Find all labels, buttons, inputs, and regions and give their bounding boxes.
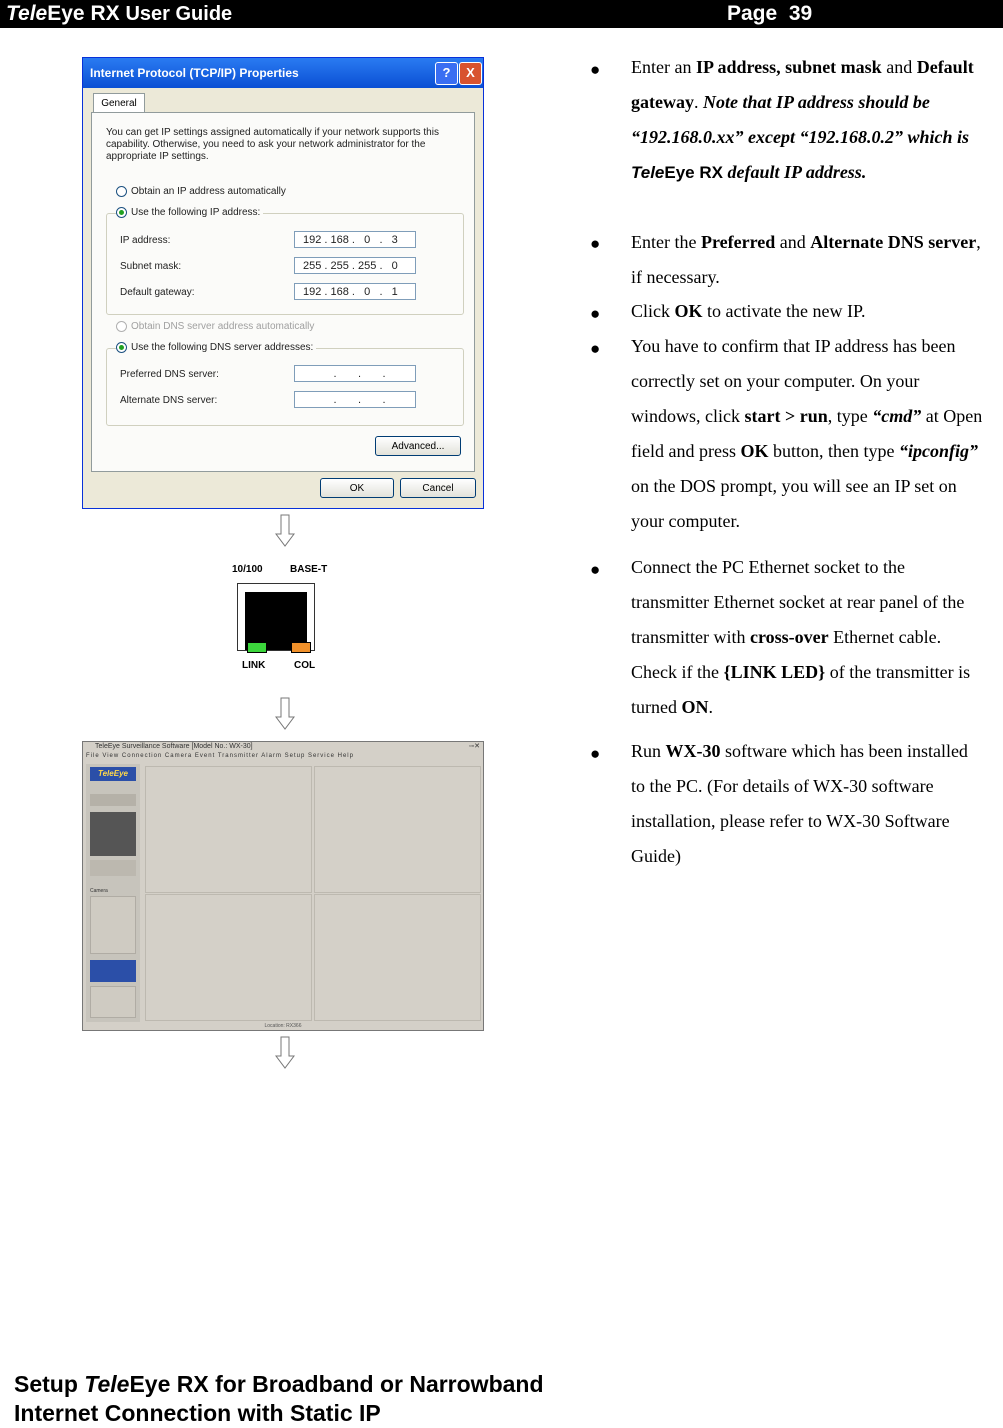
brand-rest: Eye RX xyxy=(664,163,723,182)
radio-dot xyxy=(116,186,127,197)
text: Setup xyxy=(14,1371,85,1397)
text-bold-italic: “ipconfig” xyxy=(898,441,978,461)
down-arrow-icon xyxy=(275,514,295,548)
alternate-dns-field[interactable]: . . . xyxy=(294,391,416,408)
dialog-title: Internet Protocol (TCP/IP) Properties xyxy=(90,66,299,80)
text: Enter the xyxy=(631,232,701,252)
link-led xyxy=(247,642,267,653)
subnet-mask-field[interactable]: 255 . 255 . 255 . 0 xyxy=(294,257,416,274)
bullet-icon: ● xyxy=(590,234,601,253)
header-title xyxy=(6,2,232,26)
brand-italic: Tele xyxy=(631,163,665,182)
text-bold: {LINK LED} xyxy=(723,662,826,682)
col-led xyxy=(291,642,311,653)
default-gateway-field[interactable]: 192 . 168 . 0 . 1 xyxy=(294,283,416,300)
page-header xyxy=(0,0,1003,28)
teleeye-logo: TeleEye xyxy=(90,767,136,781)
gateway-label: Default gateway: xyxy=(120,287,195,298)
rj45-label-base: BASE-T xyxy=(290,564,328,575)
text: , type xyxy=(827,406,873,426)
video-pane[interactable] xyxy=(145,894,312,1021)
advanced-button[interactable]: Advanced... xyxy=(375,436,461,456)
app-statusbar: Location: RX366 xyxy=(264,1023,302,1029)
bullet-icon: ● xyxy=(590,744,601,763)
step-connect-ethernet xyxy=(631,550,986,725)
video-pane[interactable] xyxy=(314,766,481,893)
bullet-icon: ● xyxy=(590,339,601,358)
text-bold: IP address, subnet mask xyxy=(695,57,882,77)
text: and xyxy=(881,57,917,77)
ip-label: IP address: xyxy=(120,235,171,246)
general-panel xyxy=(91,112,475,472)
help-button[interactable]: ? xyxy=(435,62,458,85)
wx30-app-window xyxy=(82,741,484,1031)
text: button, then type xyxy=(768,441,899,461)
text: Ethernet cable. Check if the xyxy=(631,627,942,682)
brand-rest: Eye RX xyxy=(47,2,120,25)
step-enter-dns xyxy=(631,225,986,295)
text: Eye RX for Broadband or Narrowband xyxy=(129,1371,544,1397)
window-controls-icon[interactable]: ▫▫✕ xyxy=(469,743,480,750)
layout-buttons[interactable] xyxy=(90,960,136,982)
radio-auto-dns[interactable] xyxy=(116,321,314,332)
section-title-line2: Internet Connection with Static IP xyxy=(14,1400,381,1426)
app-menubar[interactable]: File View Connection Camera Event Transmitter Alarm Setup Service Help xyxy=(86,753,354,759)
step-run-wx30 xyxy=(631,734,986,874)
text-bold-italic: “cmd” xyxy=(872,406,922,426)
col-label: COL xyxy=(294,660,316,671)
page-number-value: 39 xyxy=(788,2,813,25)
text: Run xyxy=(631,741,666,761)
dialog-titlebar xyxy=(83,58,483,88)
text-bold: WX-30 xyxy=(665,741,721,761)
note-text: default IP address. xyxy=(722,162,867,182)
step-enter-ip xyxy=(631,50,986,190)
link-label: LINK xyxy=(242,660,266,671)
text: to activate the new IP. xyxy=(702,301,866,321)
radio-dot-selected xyxy=(116,207,127,218)
section-title xyxy=(14,1370,544,1428)
text: , if necessary. xyxy=(631,232,981,287)
app-titlebar xyxy=(83,742,483,752)
text: Enter an xyxy=(631,57,696,77)
app-title: TeleEye Surveillance Software [Model No.: WX-30] xyxy=(95,743,253,750)
preferred-dns-label: Preferred DNS server: xyxy=(120,369,219,380)
radio-auto-dns-label: Obtain DNS server address automatically xyxy=(131,321,315,333)
text: You have to confirm that IP address has been correctly set on your computer. On your windows, click xyxy=(631,336,956,426)
camera-label: Camera xyxy=(90,888,108,894)
radio-auto-ip[interactable] xyxy=(116,186,286,197)
text: of the transmitter is turned xyxy=(631,662,971,717)
radio-auto-ip-label: Obtain an IP address automatically xyxy=(131,186,286,198)
brand-italic: Tele xyxy=(6,2,48,25)
rj45-label-speed: 10/100 xyxy=(232,564,263,575)
ptz-buttons[interactable] xyxy=(90,986,136,1018)
text-bold: start > run xyxy=(744,406,828,426)
radio-manual-ip[interactable] xyxy=(116,207,263,218)
radio-dot-selected xyxy=(116,342,127,353)
ip-address-field[interactable]: 192 . 168 . 0 . 3 xyxy=(294,231,416,248)
tcpip-dialog xyxy=(82,57,484,509)
bullet-icon: ● xyxy=(590,560,601,579)
header-guide: User Guide xyxy=(125,3,233,25)
control-sidebar xyxy=(86,764,140,1022)
cancel-button[interactable]: Cancel xyxy=(400,478,476,498)
video-pane[interactable] xyxy=(314,894,481,1021)
bullet-icon: ● xyxy=(590,304,601,323)
text-bold: Default gateway xyxy=(631,57,974,112)
radio-manual-ip-label: Use the following IP address: xyxy=(131,207,261,219)
text-bold: ON xyxy=(681,697,709,717)
radio-manual-dns[interactable] xyxy=(116,342,316,353)
brand-italic: Tele xyxy=(84,1371,130,1397)
page-number xyxy=(727,2,812,26)
text: Click xyxy=(631,301,675,321)
radio-manual-dns-label: Use the following DNS server addresses: xyxy=(131,342,314,354)
video-area xyxy=(143,764,482,1022)
dialog-description: You can get IP settings assigned automatically if your network supports this capability. Otherwise, you need to ask your network administrator for the appropriate IP settings. xyxy=(106,127,439,162)
preview-panel xyxy=(90,812,136,856)
note-text: Note that IP address should be “192.168.0.xx” except “192.168.0.2” which is xyxy=(631,92,969,147)
camera-grid[interactable] xyxy=(90,896,136,954)
text: Connect the PC Ethernet socket to the transmitter Ethernet socket at rear panel of the transmitter with xyxy=(631,557,965,647)
playback-buttons[interactable] xyxy=(90,860,136,876)
text: on the DOS prompt, you will see an IP set on your computer. xyxy=(631,476,957,531)
text-bold: Preferred xyxy=(700,232,776,252)
toolbar-buttons[interactable] xyxy=(90,794,136,806)
subnet-label: Subnet mask: xyxy=(120,261,182,272)
step-click-ok xyxy=(631,294,986,329)
ok-button[interactable]: OK xyxy=(320,478,394,498)
text: and xyxy=(775,232,811,252)
preferred-dns-field[interactable]: . . . xyxy=(294,365,416,382)
tab-general[interactable]: General xyxy=(93,93,145,114)
down-arrow-icon xyxy=(275,1036,295,1070)
radio-dot xyxy=(116,321,127,332)
step-confirm-ip xyxy=(631,329,986,539)
text-bold: OK xyxy=(740,441,769,461)
ethernet-socket xyxy=(237,583,315,651)
dns-group xyxy=(106,348,464,426)
text: . xyxy=(693,92,703,112)
text-bold: cross-over xyxy=(749,627,829,647)
text-bold: OK xyxy=(674,301,703,321)
close-button[interactable]: X xyxy=(459,62,482,85)
text: . xyxy=(708,697,713,717)
video-pane[interactable] xyxy=(145,766,312,893)
text-bold: Alternate DNS server xyxy=(810,232,977,252)
text: software which has been installed to the PC. (For details of WX-30 software installation, please refer to WX-30 Software Guide) xyxy=(631,741,968,866)
text: at Open field and press xyxy=(631,406,983,461)
bullet-icon: ● xyxy=(590,60,601,79)
section-title-line1 xyxy=(14,1370,544,1399)
alternate-dns-label: Alternate DNS server: xyxy=(120,395,218,406)
down-arrow-icon xyxy=(275,697,295,731)
page-label: Page xyxy=(727,2,778,25)
